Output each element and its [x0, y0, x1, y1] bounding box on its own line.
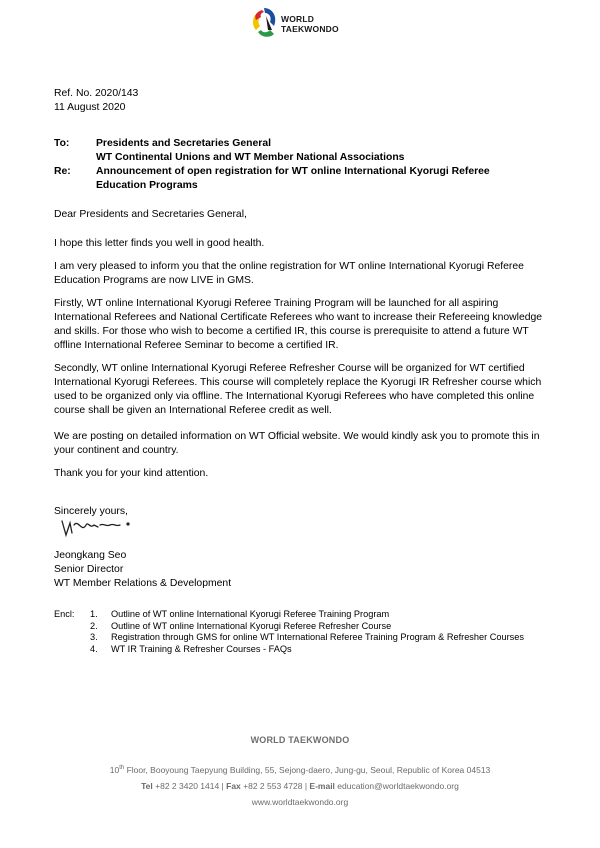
logo-line-2: TAEKWONDO: [281, 24, 339, 34]
re-subject: [96, 165, 554, 193]
closing: Sincerely yours,: [54, 506, 128, 517]
enclosure-number: 1.: [90, 609, 98, 619]
world-taekwondo-logo: [250, 4, 360, 44]
re-label: Re:: [54, 166, 71, 177]
re-line-1: Announcement of open registration for WT online International Kyorugi Referee: [96, 166, 490, 177]
enclosure-item: [90, 632, 530, 644]
handwritten-signature: [58, 515, 138, 541]
enclosure-text: Outline of WT online International Kyorugi Referee Refresher Course: [111, 620, 392, 631]
footer-floor-suffix: th: [119, 765, 125, 772]
footer-floor-number: 10: [109, 765, 120, 775]
body-paragraph-5: We are posting on detailed information on WT Official website. We would kindly ask you to promote this in your continent and country.: [54, 431, 540, 456]
signer-name: Jeongkang Seo: [54, 550, 127, 561]
enclosures-label: Encl:: [54, 609, 75, 619]
footer-contact: [0, 781, 600, 791]
enclosure-item: [90, 621, 530, 633]
to-line-1: Presidents and Secretaries General: [96, 138, 271, 149]
body-paragraph-2: I am very pleased to inform you that the online registration for WT online International Kyorugi Referee Education Programs are now LIVE in GMS.: [54, 261, 524, 286]
enclosure-text: Registration through GMS for online WT International Referee Training Program & Refresher Courses: [111, 632, 524, 642]
to-label: To:: [54, 138, 70, 149]
footer-address-text: Floor, Booyoung Taepyung Building, 55, Sejong-daero, Jung-gu, Seoul, Republic of Korea 04513: [124, 765, 491, 775]
addressee-block: [54, 137, 554, 193]
re-line-2: Education Programs: [96, 180, 198, 191]
footer-fax: +82 2 553 4728 |: [240, 781, 310, 791]
reference-number: Ref. No. 2020/143: [54, 88, 139, 99]
enclosure-text: Outline of WT online International Kyorugi Referee Training Program: [111, 609, 390, 619]
logo-wordmark: [281, 14, 339, 34]
footer-tel-label: Tel: [141, 781, 153, 791]
salutation: Dear Presidents and Secretaries General,: [54, 209, 247, 220]
body-paragraph-1: I hope this letter finds you well in good health.: [54, 238, 265, 249]
footer-fax-label: Fax: [226, 781, 241, 791]
to-line-2: WT Continental Unions and WT Member National Associations: [96, 152, 405, 163]
enclosure-list: [90, 609, 530, 655]
body-paragraph-4: Secondly, WT online International Kyorugi Referee Refresher Course will be organized for WT certified International Kyorugi Referees. This course will completely replace the Kyorugi IR Refresher course which used to be organized only via offline. The International Kyorugi Referees who have completed this online course shall be given an International Referee credit as well.: [54, 363, 542, 416]
footer-address: [0, 765, 600, 775]
footer-organization: WORLD TAEKWONDO: [250, 735, 350, 745]
footer-email[interactable]: education@worldtaekwondo.org: [334, 781, 459, 791]
signer-department: WT Member Relations & Development: [54, 578, 232, 589]
enclosure-number: 2.: [90, 620, 98, 631]
body-paragraph-6: Thank you for your kind attention.: [54, 468, 209, 479]
footer-website[interactable]: www.worldtaekwondo.org: [251, 797, 349, 807]
enclosure-number: 4.: [90, 643, 98, 654]
letter-date: 11 August 2020: [54, 102, 126, 113]
to-row: [54, 137, 554, 165]
enclosure-item: [90, 644, 530, 656]
wt-emblem-icon: [250, 4, 280, 44]
signature-block: [54, 549, 231, 591]
reference-block: [54, 87, 138, 115]
enclosure-text: WT IR Training & Refresher Courses - FAQs: [111, 643, 292, 654]
enclosure-number: 3.: [90, 632, 98, 642]
footer-email-label: E-mail: [309, 781, 335, 791]
body-paragraph-3: Firstly, WT online International Kyorugi Referee Training Program will be launched for all aspiring International Referees and National Certificate Referees who want to increase their Refereeing knowledge and skills. For those who wish to become a certified IR, this course is prerequisite to attend a future WT offline International Referee Seminar to become a certified IR.: [54, 298, 543, 351]
logo-line-1: WORLD: [281, 14, 315, 24]
footer-tel: +82 2 3420 1414 |: [152, 781, 227, 791]
to-recipients: [96, 137, 554, 165]
enclosure-item: [90, 609, 530, 621]
signer-title: Senior Director: [54, 564, 124, 575]
re-row: [54, 165, 554, 193]
